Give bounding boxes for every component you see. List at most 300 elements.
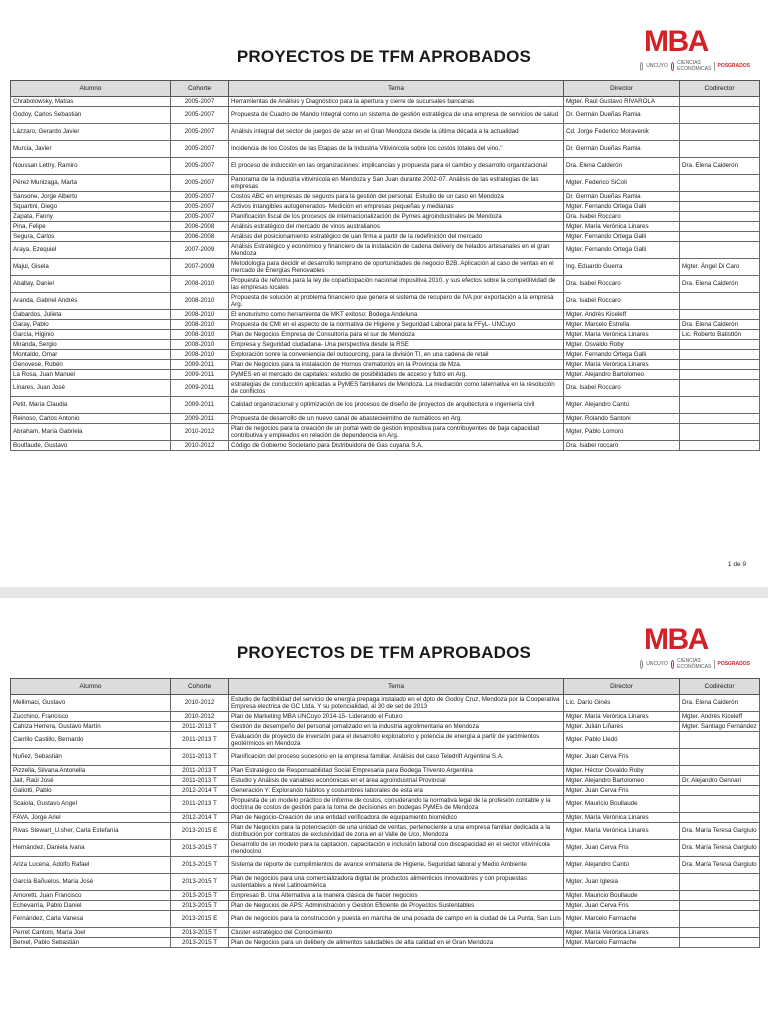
cell-cohorte: 2008-2010 xyxy=(171,310,229,320)
mba-logo-text: MBA xyxy=(644,25,708,58)
cell-cohorte: 2013-2015 E xyxy=(171,911,229,928)
cell-tema: Planificación fiscal de los procesos de internacionalización de Pymes agroindustriales de Mendoza xyxy=(229,212,564,222)
table-row xyxy=(11,222,760,232)
cell-cohorte: 2011-2013 T xyxy=(171,749,229,766)
cell-alumno: Aranda, Gabriel Andrés xyxy=(11,293,171,310)
faculty-name: CIENCIAS ECONÓMICAS xyxy=(677,60,712,72)
cell-codirector: Dra. Elena Calderón xyxy=(680,158,760,175)
university-name: UNCUYO xyxy=(646,661,668,667)
cell-codirector xyxy=(680,192,760,202)
cell-director: Dr. Germán Dueñas Ramia xyxy=(564,141,680,158)
cell-director: Dr. Germán Dueñas Ramia xyxy=(564,107,680,124)
table-row xyxy=(11,192,760,202)
cell-alumno: Montaldo, Omar xyxy=(11,350,171,360)
cell-codirector xyxy=(680,424,760,441)
cell-cohorte: 2005-2007 xyxy=(171,107,229,124)
cell-cohorte: 2005-2007 xyxy=(171,192,229,202)
cell-director: Lic. Darío Ginés xyxy=(564,695,680,712)
uncuyo-seal-icon xyxy=(640,660,643,669)
table-row xyxy=(11,813,760,823)
cell-alumno: Pina, Felipe xyxy=(11,222,171,232)
cell-codirector xyxy=(680,141,760,158)
cell-alumno: Pérez Munizaga, Marta xyxy=(11,175,171,192)
cell-director: Mgter. Julián Liñares xyxy=(564,722,680,732)
cell-director: Mgter. Mauricio Boullaude xyxy=(564,891,680,901)
cell-director: Mgter. Rolando Santoni xyxy=(564,414,680,424)
cell-codirector xyxy=(680,293,760,310)
cell-codirector xyxy=(680,911,760,928)
table-row xyxy=(11,141,760,158)
cell-tema: Código de Gobierno Societario para Distribuidora de Gas cuyana S.A. xyxy=(229,441,564,451)
cell-tema: El enoturismo como herramienta de MKT exitoso: Bodega Andeluna xyxy=(229,310,564,320)
cell-director: Dra. Isabel Roccaro xyxy=(564,212,680,222)
table-row xyxy=(11,857,760,874)
cell-codirector xyxy=(680,891,760,901)
cell-cohorte: 2007-2009 xyxy=(171,242,229,259)
cell-tema: Cluster estratégico del Conocimiento xyxy=(229,928,564,938)
cell-tema: estrategias de conducción aplicadas a PyMES familiares de Mendoza. La mediación como laternativa en la resolución de conflictos xyxy=(229,380,564,397)
cell-cohorte: 2008-2010 xyxy=(171,293,229,310)
table-row xyxy=(11,414,760,424)
cell-tema: Análisis integral del sector de juegos de azar en el Gran Mendoza desde la última década a la actualidad xyxy=(229,124,564,141)
cell-cohorte: 2013-2015 T xyxy=(171,901,229,911)
table-row xyxy=(11,695,760,712)
cell-codirector: Dra. Elena Calderón xyxy=(680,320,760,330)
cell-tema: Plan de Negocio-Creación de una entidad verificadora de equipamiento biomédico xyxy=(229,813,564,823)
cell-cohorte: 2005-2007 xyxy=(171,212,229,222)
table-row xyxy=(11,175,760,192)
cell-alumno: Araya, Ezequiel xyxy=(11,242,171,259)
cell-director: Mgter. Fernando Ortega Galli xyxy=(564,350,680,360)
cell-alumno: Gabardos, Julieta xyxy=(11,310,171,320)
cell-codirector xyxy=(680,370,760,380)
uncuyo-seal-icon xyxy=(640,62,643,71)
cell-director: Mgter. María Verónica Linares xyxy=(564,222,680,232)
cell-codirector xyxy=(680,928,760,938)
cell-cohorte: 2013-2015 T xyxy=(171,874,229,891)
cell-alumno: Lázzaro, Gerardo Javier xyxy=(11,124,171,141)
cell-alumno: Garay, Pablo xyxy=(11,320,171,330)
cell-director: Mgter. María Verónica Linares xyxy=(564,823,680,840)
table-row xyxy=(11,749,760,766)
cell-alumno: Segura, Carlos xyxy=(11,232,171,242)
cell-alumno: Scaiola, Gustavo Angel xyxy=(11,796,171,813)
cell-alumno: Godoy, Carlos Sebastián xyxy=(11,107,171,124)
table-row xyxy=(11,330,760,340)
cell-alumno: Murcia, Javier xyxy=(11,141,171,158)
cell-tema: Propuesta de reforma para la ley de coparticipación nacional impositiva 2010, y sus efectos sobre la competitividad de las empresas locales xyxy=(229,276,564,293)
cell-tema: Activos intangibles autogenerados- Medición en empresas pequeñas y medianas xyxy=(229,202,564,212)
cell-director: Mgter. Marcelo Estrella xyxy=(564,320,680,330)
cell-cohorte: 2008-2010 xyxy=(171,276,229,293)
cell-director: Mgter. Marcelo Farmache xyxy=(564,938,680,948)
cell-alumno: Reinoso, Carlos Antonio xyxy=(11,414,171,424)
logo-institutions xyxy=(640,658,750,670)
table-row xyxy=(11,891,760,901)
tfm-projects-table xyxy=(10,678,760,948)
table-row xyxy=(11,938,760,948)
cell-alumno: Perret Cantoni, María Joel xyxy=(11,928,171,938)
cell-tema: Plan de Negocios para un delibery de alimentos saludables de alta calidad en el Gran Mendoza xyxy=(229,938,564,948)
table-row xyxy=(11,276,760,293)
cell-alumno: Abraham, María Gabriela xyxy=(11,424,171,441)
cell-cohorte: 2009-2011 xyxy=(171,380,229,397)
cell-director: Mgter. Pablo Lomoro xyxy=(564,424,680,441)
cell-director: Dra. Isabel Roccaro xyxy=(564,276,680,293)
cell-tema: Propuesta de desarrollo de un nuevo canal de abastecieimitno de numáticos en Arg. xyxy=(229,414,564,424)
column-header-tema: Tema xyxy=(229,81,564,97)
cell-director: Mgter. Osvaldo Roby xyxy=(564,340,680,350)
cell-tema: Plan de negocios para una comercializadora digital de productos alimenticios innovadores y con propuestas sustentables a nivel Latinoamérica xyxy=(229,874,564,891)
cell-alumno: Cahiza Herrera, Gustavo Martín xyxy=(11,722,171,732)
table-header-row xyxy=(11,679,760,695)
cell-codirector xyxy=(680,340,760,350)
cell-alumno: Ariza Lucena, Adolfo Rafael xyxy=(11,857,171,874)
cell-tema: Gestión de desempeño del personal jornalizado en la industria agrolimentaria en Mendoza xyxy=(229,722,564,732)
cell-cohorte: 2009-2011 xyxy=(171,370,229,380)
cell-tema: Plan de Negocios para la instalación de Hornos crematorios en la Provincia de Mza. xyxy=(229,360,564,370)
column-header-cohorte: Cohorte xyxy=(171,81,229,97)
cell-director: Mgter. Marcelo Farmache xyxy=(564,911,680,928)
cell-tema: Incidencia de los Costos de las Etapas de la Industria Vitivinícola sobre los costos totales del vino." xyxy=(229,141,564,158)
cell-alumno: Petit, María Claudia xyxy=(11,397,171,414)
table-row xyxy=(11,901,760,911)
cell-cohorte: 2011-2013 T xyxy=(171,796,229,813)
table-row xyxy=(11,424,760,441)
cell-director: Mgter. Juan Iglesia xyxy=(564,874,680,891)
cell-cohorte: 2008-2010 xyxy=(171,330,229,340)
cell-alumno: García Bañuelos, María José xyxy=(11,874,171,891)
cell-tema: Panorama de la industria vitivinícola en Mendoza y San Juan durante 2002-07. Análisis de las estrategias de las empresas xyxy=(229,175,564,192)
cell-alumno: Hernández, Daniela Ivana xyxy=(11,840,171,857)
cell-cohorte: 2008-2010 xyxy=(171,340,229,350)
cell-director: Mgter. Federico SiColi xyxy=(564,175,680,192)
cell-codirector xyxy=(680,732,760,749)
cell-cohorte: 2011-2013 T xyxy=(171,722,229,732)
cell-alumno: Echevarría, Pablo Daniel xyxy=(11,901,171,911)
cell-alumno: Pizzella, Silvana Antonella xyxy=(11,766,171,776)
table-row xyxy=(11,441,760,451)
cell-alumno: Berxel, Pablo Sebastián xyxy=(11,938,171,948)
cell-alumno: Fernández, Carla Vanesa xyxy=(11,911,171,928)
cell-director: Mgter. Alejandro Bartolomeo xyxy=(564,370,680,380)
cell-codirector: Dr. Alejandro Gennari xyxy=(680,776,760,786)
table-row xyxy=(11,232,760,242)
cell-director: Mgter. Juan Cerva Fris xyxy=(564,749,680,766)
cell-cohorte: 2013-2015 T xyxy=(171,938,229,948)
cell-cohorte: 2013-2015 T xyxy=(171,928,229,938)
cell-codirector xyxy=(680,232,760,242)
cell-alumno: FAVA, Jorge Ariel xyxy=(11,813,171,823)
cell-cohorte: 2011-2013 T xyxy=(171,776,229,786)
cell-tema: Plan de negocios para la construcción y puesta en marcha de una posada de campo en la ciudad de La Punta, San Luis xyxy=(229,911,564,928)
cell-tema: Plan de Negocios para la potenciación de una unidad de ventas, perteneciente a una empresa familiar dedicada a la distribución por contratos de exclusividad de zona en el Valle de Uco, Mendoza xyxy=(229,823,564,840)
cell-tema: Propuesta de un modelo práctico de informe de costos, considerando la normativa legal de la profesión contable y la doctrina de costos de gestión para la toma de decisiones en bodegas PyMEs de Mendoza xyxy=(229,796,564,813)
cell-codirector: Dra. Elena Calderón xyxy=(680,695,760,712)
cell-cohorte: 2010-2012 xyxy=(171,712,229,722)
cell-tema: Metodología para decidir el desarrollo temprano de oportunidades de negocio B2B. Aplicación al caso de ventas en el mercado de Energías Renovables xyxy=(229,259,564,276)
cell-tema: Empresas B. Una Alternativa a la manera clásica de hacer negocios xyxy=(229,891,564,901)
cell-cohorte: 2012-2014 T xyxy=(171,786,229,796)
table-row xyxy=(11,928,760,938)
table-row xyxy=(11,732,760,749)
cell-director: Mgter. Alejandro Cantú xyxy=(564,857,680,874)
cell-cohorte: 2011-2013 T xyxy=(171,766,229,776)
table-row xyxy=(11,242,760,259)
cell-alumno: Zucchino, Francisco xyxy=(11,712,171,722)
table-row xyxy=(11,350,760,360)
cell-tema: Herramientas de Análisis y Diagnóstico para la apertura y cierre de sucursales bancarias xyxy=(229,97,564,107)
cell-tema: Propuesta de Cuadro de Mando Integral como un sistema de gestión estratégica de una empresa de servicios de salud xyxy=(229,107,564,124)
table-row xyxy=(11,722,760,732)
cell-cohorte: 2010-2012 xyxy=(171,424,229,441)
cell-tema: Planificación del proceso sucesorio en la empresa familiar. Análisis del caso Teledrift Argentina S.A. xyxy=(229,749,564,766)
cell-alumno: Galiotti, Pablo xyxy=(11,786,171,796)
column-header-director: Director xyxy=(564,679,680,695)
cell-cohorte: 2007-2009 xyxy=(171,259,229,276)
table-row xyxy=(11,320,760,330)
faculty-seal-icon xyxy=(671,62,674,71)
cell-cohorte: 2006-2008 xyxy=(171,232,229,242)
page-number: 1 de 9 xyxy=(727,561,746,568)
cell-tema: Plan de Negocios Empresa de Consultoría para el sur de Mendoza xyxy=(229,330,564,340)
table-row xyxy=(11,874,760,891)
cell-tema: Empresa y Seguridad ciudadana- Una perspectiva desde la RSE xyxy=(229,340,564,350)
page-title: PROYECTOS DE TFM APROBADOS xyxy=(236,643,532,662)
cell-alumno: Jait, Raúl José xyxy=(11,776,171,786)
mba-logo xyxy=(640,26,750,80)
cell-cohorte: 2013-2015 T xyxy=(171,857,229,874)
cell-codirector: Mgter. Santiago Fernández xyxy=(680,722,760,732)
cell-director: Dra. Isabel Roccaro xyxy=(564,380,680,397)
cell-alumno: Rivas Stewart_U.sher, Carla Estefanía xyxy=(11,823,171,840)
cell-alumno: Mellimaci, Gustavo xyxy=(11,695,171,712)
cell-director: Mgter. Fernando Ortega Galli xyxy=(564,232,680,242)
cell-alumno: Majul, Gisela xyxy=(11,259,171,276)
cell-tema: Plan de Negocios de APS: Administración y Gestión Eficiente de Proyectos Sustentables xyxy=(229,901,564,911)
cell-cohorte: 2006-2008 xyxy=(171,222,229,232)
cell-alumno: Carrillo Castillo, Bernardo xyxy=(11,732,171,749)
cell-codirector xyxy=(680,202,760,212)
cell-tema: Plan de negocios para la creación de un portal web de gestión impositiva para contribuyentes de baja capacidad contributiva y empleados en relación de dependencia en Arg. xyxy=(229,424,564,441)
cell-director: Mgter. María Verónica Linares xyxy=(564,360,680,370)
cell-director: Mgter. Raúl Gustavo RIVAROLA xyxy=(564,97,680,107)
cell-alumno: Linares, Juan José xyxy=(11,380,171,397)
table-row xyxy=(11,360,760,370)
cell-tema: Desarrollo de un modelo para la captación, capacitación e inclusión laboral con discapacidad en el sector vitivinícola mendocino xyxy=(229,840,564,857)
cell-tema: El proceso de inducción en las organizaciones: implicancias y propuesta para el cambio y desarrollo organizacional xyxy=(229,158,564,175)
cell-director: Dr. Germán Dueñas Ramia xyxy=(564,192,680,202)
cell-tema: Costos ABC en empresas de seguros para la gestión del personal. Estudio de un caso en Mendoza xyxy=(229,192,564,202)
cell-codirector xyxy=(680,124,760,141)
cell-alumno: Genovese, Rubén xyxy=(11,360,171,370)
cell-codirector xyxy=(680,242,760,259)
cell-alumno: Chrabolowsky, Matías xyxy=(11,97,171,107)
table-row xyxy=(11,158,760,175)
tfm-projects-table xyxy=(10,80,760,451)
cell-cohorte: 2009-2011 xyxy=(171,397,229,414)
cell-director: Mgter. Pablo Lledó xyxy=(564,732,680,749)
cell-cohorte: 2005-2007 xyxy=(171,175,229,192)
table-row xyxy=(11,310,760,320)
cell-cohorte: 2005-2007 xyxy=(171,124,229,141)
cell-cohorte: 2009-2011 xyxy=(171,360,229,370)
cell-codirector xyxy=(680,901,760,911)
cell-tema: Análisis estratégico del mercado de vinos australianos xyxy=(229,222,564,232)
cell-director: Mgter. Juan Cerva Fris xyxy=(564,840,680,857)
table-header-row xyxy=(11,81,760,97)
table-row xyxy=(11,124,760,141)
cell-codirector: Dra. María Teresa Gargiulo xyxy=(680,823,760,840)
page-separator xyxy=(0,587,768,598)
cell-codirector xyxy=(680,350,760,360)
cell-codirector: Mgter. Andrés Kiceleff xyxy=(680,712,760,722)
cell-director: Dra. Isabel Roccaro xyxy=(564,293,680,310)
column-header-alumno: Alumno xyxy=(11,679,171,695)
cell-director: Mgter. Fernando Ortega Galli xyxy=(564,242,680,259)
cell-codirector: Dra. María Teresa Gargiulo xyxy=(680,840,760,857)
logo-institutions xyxy=(640,60,750,72)
cell-cohorte: 2005-2007 xyxy=(171,158,229,175)
cell-cohorte: 2013-2015 T xyxy=(171,840,229,857)
column-header-codirector: Codirector xyxy=(680,679,760,695)
university-name: UNCUYO xyxy=(646,63,668,69)
cell-director: Mgter. María Verónica Linares xyxy=(564,928,680,938)
cell-codirector xyxy=(680,212,760,222)
cell-codirector: Lic. Roberto Batisttón xyxy=(680,330,760,340)
mba-logo-text: MBA xyxy=(644,623,708,656)
cell-director: Ing. Eduardo Guerra xyxy=(564,259,680,276)
column-header-codirector: Codirector xyxy=(680,81,760,97)
cell-tema: Propuesta de CMI en el aspecto de la normativa de Higiene y Seguridad Laboral para la FFyL- UNCuyo xyxy=(229,320,564,330)
cell-director: Mgter. Juan Cerva Fris xyxy=(564,786,680,796)
cell-director: Dra. Isabel roccaro xyxy=(564,441,680,451)
column-header-alumno: Alumno xyxy=(11,81,171,97)
cell-codirector xyxy=(680,796,760,813)
cell-director: Mgter. Alejandro Bartolomeo xyxy=(564,776,680,786)
table-row xyxy=(11,712,760,722)
cell-codirector xyxy=(680,360,760,370)
cell-director: Mgter. Mauricio Boullaude xyxy=(564,796,680,813)
cell-director: Mgter. Fernando Ortega Galli xyxy=(564,202,680,212)
cell-codirector xyxy=(680,107,760,124)
cell-codirector xyxy=(680,397,760,414)
cell-codirector: Dra. María Teresa Gargiulo xyxy=(680,857,760,874)
cell-cohorte: 2005-2007 xyxy=(171,141,229,158)
cell-alumno: Noussan Lettry, Ramiro xyxy=(11,158,171,175)
cell-tema: Análisis del posicionamiento estratégico de uan firma a partir de la redefinición del mercado xyxy=(229,232,564,242)
cell-cohorte: 2008-2010 xyxy=(171,320,229,330)
table-row xyxy=(11,293,760,310)
cell-cohorte: 2008-2010 xyxy=(171,350,229,360)
cell-alumno: Squartini, Diego xyxy=(11,202,171,212)
cell-alumno: Zapata, Fanny xyxy=(11,212,171,222)
cell-alumno: Amoretti, Juan Francisco xyxy=(11,891,171,901)
cell-alumno: La Rosa, Juan Manuel xyxy=(11,370,171,380)
table-row xyxy=(11,107,760,124)
cell-alumno: Nuñez, Sebastián xyxy=(11,749,171,766)
cell-tema: Plan Estratégico de Responsabilidad Social Empresaria para Bodega Trivento Argentina xyxy=(229,766,564,776)
table-row xyxy=(11,212,760,222)
cell-cohorte: 2013-2015 E xyxy=(171,823,229,840)
cell-alumno: Sansone, Jorge Alberto xyxy=(11,192,171,202)
cell-codirector xyxy=(680,441,760,451)
cell-tema: Propuesta de solución al problema financiero que genera el sistema de recupero de IVA por exportación a la empresa Arg. xyxy=(229,293,564,310)
table-row xyxy=(11,823,760,840)
cell-codirector xyxy=(680,766,760,776)
document-page-2 xyxy=(0,598,768,1024)
program-name: POSGRADOS xyxy=(717,63,750,69)
table-row xyxy=(11,97,760,107)
cell-director: Cd. Jorge Federico Moravenik xyxy=(564,124,680,141)
cell-codirector xyxy=(680,380,760,397)
table-row xyxy=(11,397,760,414)
cell-director: Mgter. María Verónica Linares xyxy=(564,330,680,340)
cell-director: Mgter. Juan Cerva Fris xyxy=(564,901,680,911)
cell-director: Mgter. María Verónica Linares xyxy=(564,813,680,823)
cell-codirector xyxy=(680,175,760,192)
cell-tema: Plan de Marketing MBA UNCuyo 2014-15- Liderando el Futuro xyxy=(229,712,564,722)
cell-cohorte: 2010-2012 xyxy=(171,695,229,712)
cell-codirector xyxy=(680,786,760,796)
cell-tema: Análisis Estratégico y económico y financiero de la instalación de cadena delivery de helados artesanales en el gran Mendoza xyxy=(229,242,564,259)
cell-codirector xyxy=(680,938,760,948)
table-row xyxy=(11,380,760,397)
cell-tema: PyMES en el mercado de capitales: estudio de posibilidades de acceso y futro en Arg. xyxy=(229,370,564,380)
table-row xyxy=(11,911,760,928)
table-row xyxy=(11,796,760,813)
cell-cohorte: 2012-2014 T xyxy=(171,813,229,823)
cell-tema: Evaluación de proyecto de inversión para el desarrollo exploratorio y potencia de energía a partir de yacimientos geotérmicos en Mendoza xyxy=(229,732,564,749)
cell-codirector: Dra. Elena Calderón xyxy=(680,276,760,293)
cell-cohorte: 2009-2011 xyxy=(171,414,229,424)
cell-alumno: Aballay, Daniel xyxy=(11,276,171,293)
cell-codirector xyxy=(680,874,760,891)
cell-cohorte: 2013-2015 T xyxy=(171,891,229,901)
cell-tema: Estudio y Análisis de variables económicas en el área agroindustrial Provincial xyxy=(229,776,564,786)
cell-cohorte: 2011-2013 T xyxy=(171,732,229,749)
cell-director: Mgter. María Verónica Linares xyxy=(564,712,680,722)
table-row xyxy=(11,370,760,380)
table-row xyxy=(11,786,760,796)
cell-cohorte: 2010-2012 xyxy=(171,441,229,451)
column-header-director: Director xyxy=(564,81,680,97)
cell-tema: Calidad organizacional y optimización de los procesos de diseño de proyectos de arquitectura e ingeniería civil xyxy=(229,397,564,414)
cell-director: Mgter. Andrés Kiceleff xyxy=(564,310,680,320)
column-header-cohorte: Cohorte xyxy=(171,679,229,695)
cell-codirector xyxy=(680,749,760,766)
cell-alumno: Miranda, Sergio xyxy=(11,340,171,350)
faculty-name: CIENCIAS ECONÓMICAS xyxy=(677,658,712,670)
mba-logo xyxy=(640,624,750,678)
cell-cohorte: 2005-2007 xyxy=(171,97,229,107)
cell-codirector xyxy=(680,414,760,424)
table-row xyxy=(11,259,760,276)
cell-director: Dra. Elena Calderón xyxy=(564,158,680,175)
faculty-seal-icon xyxy=(671,660,674,669)
table-row xyxy=(11,202,760,212)
cell-tema: Exploración sonre la conveniencia del outsourcing, para la división TI, en una cadena de retail xyxy=(229,350,564,360)
page-title: PROYECTOS DE TFM APROBADOS xyxy=(236,47,532,66)
table-row xyxy=(11,340,760,350)
table-row xyxy=(11,766,760,776)
column-header-tema: Tema xyxy=(229,679,564,695)
program-name: POSGRADOS xyxy=(717,661,750,667)
cell-tema: Generación Y: Explorando hábitos y costumbres laborales de esta era xyxy=(229,786,564,796)
cell-cohorte: 2005-2007 xyxy=(171,202,229,212)
cell-codirector xyxy=(680,310,760,320)
cell-codirector xyxy=(680,222,760,232)
